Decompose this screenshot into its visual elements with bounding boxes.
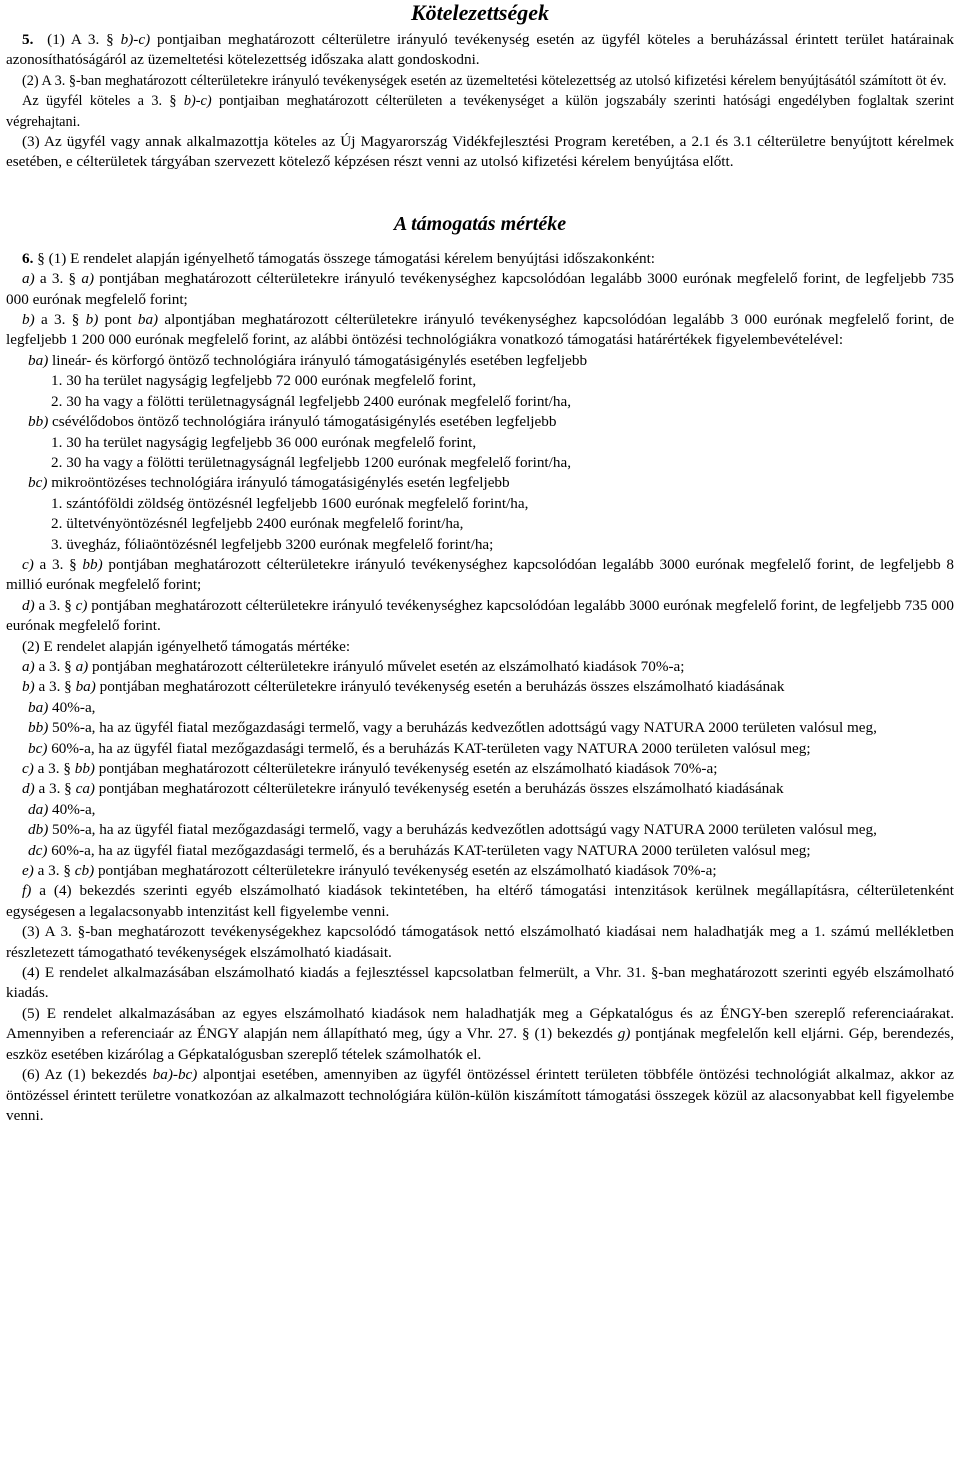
section-title: A támogatás mértéke: [393, 212, 567, 235]
paragraph-5-1: 5. (1) A 3. § b)-c) pontjaiban meghatározott célterületre irányuló tevékenység esetén az ügyfél köteles a beruházással érintett terület határainak azonosíthatóságáról az üzemeltetési kötelezettség időszaka alatt gondoskodni.: [6, 31, 955, 69]
point-6-1-c: c) a 3. § bb) pontjában meghatározott célterületekre irányuló tevékenységhez kapcsolódóan legalább 3000 eurónak megfelelő forint, de legfeljebb 8 millió eurónak megfelelő forint;: [6, 555, 954, 594]
page-title: Kötelezettségek: [410, 0, 550, 25]
paragraph-5-2: (2) A 3. §-ban meghatározott célterületekre irányuló tevékenységek esetén az üzemeltetési kötelezettség az utolsó kifizetési kérelem benyújtásától számított öt év.: [22, 72, 947, 89]
paragraph-6-6: (6) Az (1) bekezdés ba)-bc) alpontjai esetében, amennyiben az ügyfél öntözéssel érintett területen többféle öntözési technológiát alkalmaz, akkor az öntözéssel érintett területre vonatkozóan az alkalmazott technológiára külön-külön kiszámított támogatási összegek közül az alacsonyabbat kell figyelembe venni.: [6, 1066, 954, 1124]
item-bc-2: 2. ültetvényöntözésnél legfeljebb 2400 eurónak megfelelő forint/ha,: [51, 515, 464, 533]
point-6-2-e: e) a 3. § cb) pontjában meghatározott célterületekre irányuló tevékenység esetén az elszámolható kiadások 70%-a;: [22, 862, 717, 880]
item-bb-1: 1. 30 ha terület nagyságig legfeljebb 36 000 eurónak megfelelő forint,: [51, 433, 477, 451]
paragraph-6-3: (3) A 3. §-ban meghatározott tevékenységekhez kapcsolódó támogatások nettó elszámolható kiadásai nem haladhatják meg a 1. számú mellékletben részletezett támogatható tevékenységek elszámolható kiadásait.: [6, 923, 954, 961]
point-6-2-c: c) a 3. § bb) pontjában meghatározott célterületekre irányuló tevékenység esetén az elszámolható kiadások 70%-a;: [22, 760, 718, 777]
point-6-1-b: b) a 3. § b) pont ba) alpontjában meghatározott célterületekre irányuló tevékenységhez kapcsolódóan legalább 3 000 eurónak megfelelő forint, de legfeljebb 1 200 000 eurónak megfelelő forint, az alábbi öntözési technológiákra vonatkozó támogatási határértékek figyelembevételével:: [6, 311, 954, 349]
point-6-2-bb: bb) 50%-a, ha az ügyfél fiatal mezőgazdasági termelő, vagy a beruházás kedvezőtlen adottságú vagy NATURA 2000 területen valósul meg,: [28, 719, 877, 737]
point-6-2-a: a) a 3. § a) pontjában meghatározott célterületekre irányuló művelet esetén az elszámolható kiadások 70%-a;: [22, 657, 685, 675]
point-6-2-d: d) a 3. § ca) pontjában meghatározott célterületekre irányuló tevékenység esetén a beruházás összes elszámolható kiadásának: [22, 780, 784, 798]
paragraph-6-4: (4) E rendelet alkalmazásában elszámolható kiadás a fejlesztéssel kapcsolatban felmerült, a Vhr. 31. §-ban meghatározott szerinti egyéb elszámolható kiadás.: [6, 964, 954, 1002]
point-6-2-db: db) 50%-a, ha az ügyfél fiatal mezőgazdasági termelő, vagy a beruházás kedvezőtlen adottságú vagy NATURA 2000 területen valósul meg,: [28, 821, 877, 839]
point-6-2-f: f) a (4) bekezdés szerinti egyéb elszámolható kiadások tekintetében, ha eltérő támogatási intenzitások kerülnek megállapításra, célterületenként egységesen a legalacsonyabb intenzitást kell figyelembe venni.: [6, 882, 954, 920]
point-6-2-ba: ba) 40%-a,: [28, 698, 96, 716]
item-bc-1: 1. szántóföldi zöldség öntözésnél legfeljebb 1600 eurónak megfelelő forint/ha,: [51, 494, 529, 512]
point-6-1-bc: bc) mikroöntözéses technológiára irányuló támogatásigénylés esetén legfeljebb: [28, 474, 510, 492]
point-6-1-a: a) a 3. § a) pontjában meghatározott célterületekre irányuló tevékenységhez kapcsolódóan legalább 3000 eurónak megfelelő forint, de legfeljebb 735 000 eurónak megfelelő forint;: [6, 270, 954, 308]
section-5: [6, 30, 954, 173]
paragraph-6-2: (2) E rendelet alapján igényelhető támogatás mértéke:: [22, 637, 351, 655]
paragraph-5-2b: Az ügyfél köteles a 3. § b)-c) pontjaiban meghatározott célterületen a tevékenységet a külön jogszabály szerinti hatósági engedélyben foglaltak szerint végrehajtani.: [6, 93, 954, 130]
item-ba-2: 2. 30 ha vagy a fölötti területnagyságnál legfeljebb 2400 eurónak megfelelő forint/ha,: [51, 392, 572, 410]
point-6-2-bc: bc) 60%-a, ha az ügyfél fiatal mezőgazdasági termelő, és a beruházás KAT-területen vagy NATURA 2000 területen valósul meg;: [28, 739, 811, 757]
paragraph-6-5: (5) E rendelet alkalmazásában az egyes elszámolható kiadások nem haladhatják meg a Gépkatalógus és az ÉNGY-ben szereplő referenciaárakat. Amennyiben a referenciaár az ÉNGY alapján nem állapítható meg, úgy a Vhr. 27. § (1) bekezdés g) pontjának megfelelőn kell eljárni. Gép, berendezés, eszköz esetében kizárólag a Gépkatalógusban szereplő tételek számolhatók el.: [6, 1004, 955, 1063]
paragraph-6-1: 6. § (1) E rendelet alapján igényelhető támogatás összege támogatási kérelem benyújtási időszakonként:: [22, 249, 656, 267]
item-bb-2: 2. 30 ha vagy a fölötti területnagyságnál legfeljebb 1200 eurónak megfelelő forint/ha,: [51, 453, 572, 471]
point-6-1-ba: ba) lineár- és körforgó öntöző technológiára irányuló támogatásigénylés esetében legfeljebb: [28, 351, 588, 369]
section-6: [6, 249, 954, 1126]
point-6-2-dc: dc) 60%-a, ha az ügyfél fiatal mezőgazdasági termelő, és a beruházás KAT-területen vagy NATURA 2000 területen valósul meg;: [28, 841, 811, 859]
point-6-1-bb: bb) csévélődobos öntöző technológiára irányuló támogatásigénylés esetében legfeljebb: [28, 413, 557, 431]
point-6-2-b: b) a 3. § ba) pontjában meghatározott célterületekre irányuló tevékenység esetén a beruházás összes elszámolható kiadásának: [22, 678, 785, 696]
point-6-1-d: d) a 3. § c) pontjában meghatározott célterületekre irányuló tevékenységhez kapcsolódóan legalább 3000 eurónak megfelelő forint, de legfeljebb 735 000 eurónak megfelelő forint.: [6, 596, 954, 635]
paragraph-5-3: (3) Az ügyfél vagy annak alkalmazottja köteles az Új Magyarország Vidékfejlesztési Program keretében, a 2.1 és 3.1 célterületre benyújtott kérelmek esetében, e célterületek tárgyában szervezett kötelező képzésen részt venni az utolsó kifizetési kérelem benyújtása előtt.: [6, 133, 954, 171]
item-ba-1: 1. 30 ha terület nagyságig legfeljebb 72 000 eurónak megfelelő forint,: [51, 372, 477, 390]
item-bc-3: 3. üvegház, fóliaöntözésnél legfeljebb 3200 eurónak megfelelő forint/ha;: [51, 535, 494, 553]
point-6-2-da: da) 40%-a,: [28, 800, 96, 818]
